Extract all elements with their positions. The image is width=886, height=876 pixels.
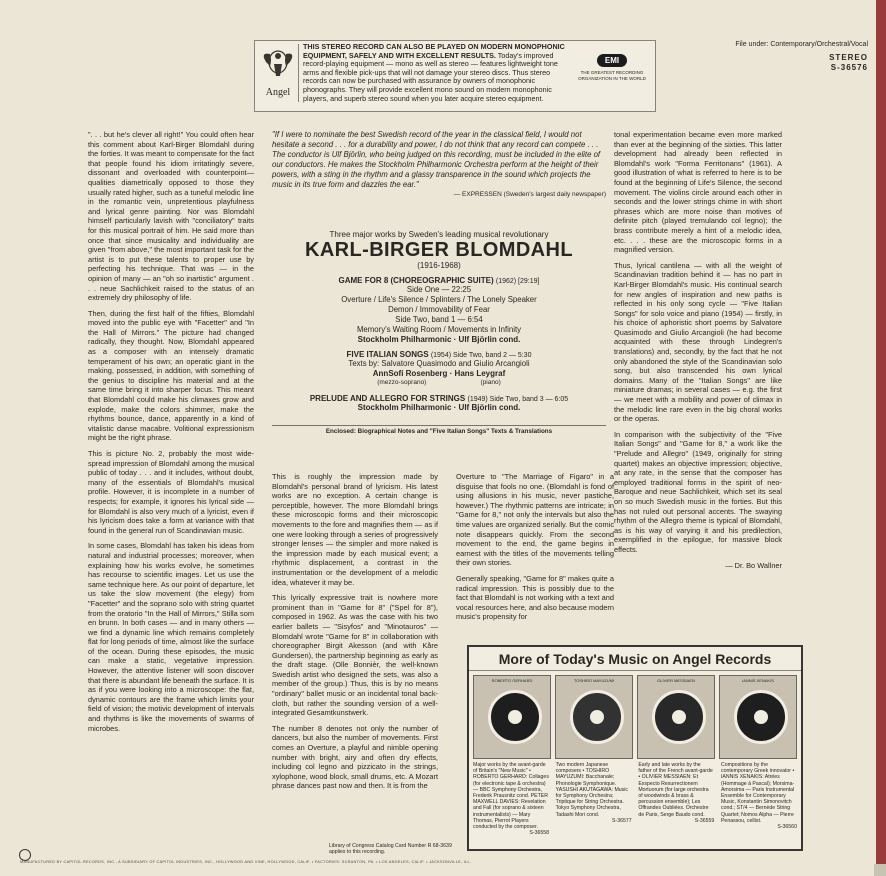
- more-records-box: [467, 645, 803, 851]
- disc-icon: [652, 690, 706, 744]
- stereo-notice: [303, 43, 571, 103]
- liner-paragraph: Then, during the first half of the fifties, Blomdahl moved into the public eye with "Facetter" and "In the Hall of Mirrors." The picture had changed radically, they thought. Now, Blomdahl appeared as a composer with an intensely dramatic temperament of his own; an operatic giant in the making, possessed, in addition, with something of the genius to discipline his material and at the same time bring it into sharper focus. This meant that Blomdahl could make his climaxes grow and explode, make the colors shimmer, make the rhythms bounce, dance, apparently in a kind of vitalistic danse macabre. Volitional expressionism might be the right phrase.: [88, 308, 254, 443]
- more-records-heading: More of Today's Music on Angel Records: [469, 647, 801, 671]
- enclosed-note: Enclosed: Biographical Notes and "Five Italian Songs" Texts & Translations: [272, 425, 606, 435]
- composer-dates: (1916-1968): [417, 261, 461, 270]
- emi-tagline: THE GREATEST RECORDING ORGANIZATION IN THE WORLD: [578, 70, 646, 81]
- sleeve-edge: [876, 0, 886, 876]
- performers: Stockholm Philharmonic · Ulf Björlin cond.: [357, 335, 521, 344]
- angel-emblem-icon: [258, 44, 298, 84]
- album-catalog: S-36560: [777, 824, 797, 831]
- work-title: GAME FOR 8 (CHOREOGRAPHIC SUITE) (1962) [29:19]: [338, 276, 540, 285]
- album-cover-title: TOSHIRO MAYUZUMI: [573, 678, 615, 683]
- performer-roles: (mezzo-soprano) (piano): [377, 379, 501, 386]
- album-catalog: S-36559: [694, 817, 715, 824]
- performers: AnnSofi Rosenberg · Hans Leygraf: [372, 369, 506, 378]
- liner-paragraph: In comparison with the subjectivity of the "Five Italian Songs" and "Game for 8," a work like the "Prelude and Allegro" (1949, originally for string quartet) makes an objective impression; objective, at any rate, in the sense that the composer has employed traditional forms in the spirit of neo-Baroque and neue Sachlichkeit, which set its seal on so much Swedish music in the forties. But this has not ruled out personal accents. The swaying rhythm of the Allegro theme is typical of Blomdahl, as is his way of varying it and his predilection, exemplified in the epilogue, for massive block effects.: [614, 429, 782, 554]
- performers: Stockholm Philharmonic · Ulf Björlin cond.: [357, 403, 521, 412]
- liner-paragraph: ". . . but he's clever all right!" You could often hear this comment about Karl-Birger Blomdahl during the forties. It was meant to compensate for the fact that people found his idiom irritatingly severe, dissonant and overloaded with counterpoint—qualities diametrically opposed to those they usually rated higher, such as a tuneful melodic line in the romantic vein, unpretentious playfulness and lyrical genre painting. Nor was Blomdahl himself particularly lavish with "conciliatory" traits for this musical portrait of him. He said more than once that since musicality and individuality are given "from above," the most important task for the artist is to put these talents to proper use by perfecting his technique. That was — in the opinion of many — an "oh so inartistic" argument . . . neue Sachlichkeit raised to the status of an extremely dry philosophy of life.: [88, 130, 254, 303]
- liner-paragraph: This is roughly the impression made by Blomdahl's personal brand of lyricism. His latest works are no exception. A certain change is perceptible, however. The more Blomdahl brings these microscopic forms and their microscopic movements to the fore and magnifies them — as if one were looking through a series of progressively stronger lenses — the simpler and more naked is the impression made by each musical event; a rhythmic displacement, a contrast in the instrumentation or the development of a melodic idea, whatever it may be.: [272, 472, 438, 587]
- movements: Overture / Life's Silence / Splinters / The Lonely Speaker: [341, 295, 537, 304]
- liner-notes-column-3: [614, 130, 782, 576]
- file-under-label: File under: Contemporary/Orchestral/Vocal: [735, 41, 868, 48]
- liner-notes-column-1: [88, 130, 254, 739]
- emi-logo: [577, 50, 647, 81]
- album-caption: Two modern Japanese composers • TOSHIRO MAYUZUMI: Bacchanale; Phonologie Symphonique. YASUSHI AKUTAGAWA: Music for Symphony Orchestra; Triptique for String Orchestra. Tokyo Symphony Orchestra, Tadashi Mori cond. S-36577: [555, 762, 632, 824]
- liner-paragraph: In some cases, Blomdahl has taken his ideas from natural and industrial processes; moreover, when explaining how his works evolve, he sometimes has recourse to scientific images. Let us use the same technique here. As our point of departure, let us take the slow movement (the elegy) from "Facetter" and the soprano solo with string quartet from the oratorio "In the Hall of Mirrors," Stilla som en brunn. In both cases — and in many others — we find a dynamic line which remains completely flat for long periods of time, almost like the surface of the ocean. During these episodes, the music can make a static, vegetative impression. However, the attentive listener will soon discover that there is abundant life beneath the surface. It is as if you were looking into a microscope: the flat, dynamic contours are the frame which limits your field of vision; the motivic development of intervals and rhythms is like the movements of swarms of microbes.: [88, 541, 254, 733]
- corner-sticker: [874, 864, 886, 876]
- movements: Memory's Waiting Room / Movements in Infinity: [356, 325, 522, 334]
- work-title: PRELUDE AND ALLEGRO FOR STRINGS (1949) Side Two, band 3 — 6:05: [309, 394, 569, 403]
- album-cover: [555, 675, 633, 759]
- author-signature: — Dr. Bo Wallner: [725, 560, 782, 570]
- disc-icon: [488, 690, 542, 744]
- liner-notes-column-2a: [272, 472, 438, 797]
- side-info: Side One — 22:25: [406, 285, 472, 294]
- emi-badge: EMI: [597, 54, 627, 67]
- stereo-catalog: [760, 53, 868, 73]
- album-cover: [719, 675, 797, 759]
- angel-logo: [258, 44, 299, 102]
- movements: Demon / Immovability of Fear: [388, 305, 490, 314]
- liner-paragraph: This lyrically expressive trait is nowhere more prominent than in "Game for 8" ("Spel för 8"), composed in 1962. As was the case with his two earlier ballets — "Sisyfos" and "Minotauros" — Blomdahl wrote "Game for 8" in collaboration with choreographer Birgit Akesson (and with Kåre Gundersen), the partnership beginning as early as the draft stage. (Olle Bonnièr, the well-known Swedish artist who designed the sets, was also a member of the group.) Thus, this is by no means "ordinary" ballet music or an incidental tonal back-cloth, but rather the sounding version of a well-integrated Gesamtkunstwerk.: [272, 593, 438, 718]
- angel-logo-word: Angel: [265, 87, 291, 98]
- stereo-label: STEREO: [829, 53, 868, 62]
- disc-icon: [570, 690, 624, 744]
- text-credits: Texts by: Salvatore Quasimodo and Giulio Arcangioli: [348, 359, 530, 368]
- liner-notes-column-2b: [456, 472, 614, 628]
- album-caption: Major works by the avant-garde of Britain's "New Music" • ROBERTO GERHARD: Collages (for electronic tape & orchestra) — BBC Symphony Orchestra, Frederik Prausnitz cond. PETER MAXWELL DAVIES: Revelation and Fall (for soprano & sixteen instrumentalists) — Mary Thomas, Pierrot Players conducted by the composer. S-36558: [473, 762, 549, 837]
- side-info: Side Two, band 1 — 6:54: [395, 315, 483, 324]
- program-intro: Three major works by Sweden's leading musical revolutionary: [329, 230, 549, 239]
- album-captions: [469, 759, 801, 836]
- work-title: FIVE ITALIAN SONGS (1954) Side Two, band 2 — 5:30: [346, 350, 532, 359]
- composer-name: KARL-BIRGER BLOMDAHL: [305, 239, 573, 261]
- stereo-notice-body: Today's improved record-playing equipment — mono as well as stereo — features lightweight tone arms and flexible pick-ups that will not damage your stereo discs. Thus stereo records can now be purchased with assurance by owners of monophonic phonographs. They will provide excellent mono sound on modern monophonic players, and superb stereo sound when you later acquire stereo equipment.: [303, 50, 558, 103]
- review-quote-text: "If I were to nominate the best Swedish record of the year in the classical field, I would not hesitate a second . . . for a durability and power, I do not think that any record can compete . . . The conductor is Ulf Björlin, who being judged on this recording, must be included in the elite of our conductors. He makes the Stockholm Philharmonic Orchestra perform at the height of their powers, with a sting in the rhythm and a glassy transparence in the sound which projects the music in its true form and dazzles the ear.": [272, 130, 601, 189]
- album-cover: [637, 675, 715, 759]
- disc-icon: [734, 690, 788, 744]
- liner-paragraph: The number 8 denotes not only the number of dancers, but also the number of movements. First comes an Overture, a playful and nimble opening number with bright, airy and often dry effects, including col legno and pizzicato in the strings, xylophone, wood block, small drums, etc. A Mozart phrase dances past now and then. It is from the: [272, 723, 438, 791]
- stereo-notice-lead: THIS STEREO RECORD CAN ALSO BE PLAYED ON MODERN MONOPHONIC EQUIPMENT, SAFELY AND WITH EXCELLENT RESULTS.: [303, 42, 565, 60]
- liner-paragraph: Thus, lyrical cantilena — with all the weight of Scandinavian tradition behind it — has no part in Karl-Birger Blomdahl's music. His continual search for new angles of inspiration and new paths is reflected in his only song cycle — "Five Italian Songs" for solo voice and piano (1954) — firstly, in his choice of aphoristic short poems by Salvatore Quasimodo and Giulio Arcangioli (he had become acquainted with these through Lindegren's translations) and, secondly, by the fact that he not only abandoned the style of the Scandinavian solo song, but also transcended his own lyrical domains. Many of the "Italian Songs" are like miniature dramas; in several cases — e.g. the first — we meet with a mobility and power of climax in the melodic line rare even in the big choral works or the operas.: [614, 260, 782, 424]
- album-cover-title: ROBERTO GERHARD: [491, 678, 533, 683]
- album-caption: Compositions by the contemporary Greek innovator • IANNIS XENAKIS: Atrées (Hommage à Pascal); Morsima-Amorsima — Paris Instrumental Ensemble for Contemporary Music, Konstantin Simonovitch cond.; ST/4 — Bernède String Quartet; Nomos Alpha — Pierre Penassou, cellist. S-36560: [720, 762, 797, 831]
- liner-paragraph: Overture to "The Marriage of Figaro" in a disguise that fools no one. (Blomdahl is fond of using allusions in his music, never pastiche, however.) The rhythmic patterns are intricate; in "Game for 8," not only the intervals but also the time values are organized serially. But the comic note disappears quickly. From the second movement to the end, the game begins in earnest with the titles of the movements telling their own stories.: [456, 472, 615, 568]
- album-covers: [469, 671, 801, 759]
- album-catalog: S-36577: [612, 817, 632, 824]
- album-cover-title: OLIVIER MESSIAEN: [657, 678, 695, 683]
- review-quote-source: — EXPRESSEN (Sweden's largest daily newspaper): [453, 191, 606, 198]
- program-listing: [272, 230, 606, 412]
- manufacturer-footer: MANUFACTURED BY CAPITOL RECORDS, INC., A SUBSIDIARY OF CAPITOL INDUSTRIES, INC., HOLLYWOOD AND VINE, HOLLYWOOD, CALIF. • FACTORIES: SCRANTON, PA. • LOS ANGELES, CALIF. • JACKSONVILLE, ILL.: [20, 860, 472, 864]
- album-cover-title: IANNIS XENAKIS: [742, 678, 774, 683]
- review-quote: [272, 130, 606, 200]
- album-caption: Early and late works by the father of the French avant-garde • OLIVIER MESSIAEN: Et Exspecto Resurrectionem Mortuorum (for large orchestra of woodwinds & brass & percussion ensemble); Les Offrandes Oubliées. Orchestre de Paris, Serge Baudo cond. S-36559: [638, 762, 715, 824]
- liner-paragraph: Generally speaking, "Game for 8" makes quite a radical impression. This is possibly due to the fact that Blomdahl is not working with a text and vocal resources here, and also because modern music's propensity for: [456, 573, 614, 622]
- album-cover: [473, 675, 551, 759]
- liner-paragraph: This is picture No. 2, probably the most wide-spread impression of Blomdahl among the musical public of today . . . and it includes, without doubt, many of the essentials of Blomdahl's musical profile. However, it is incomplete in a number of respects; for example, it ignores his lyrical side — for Blomdahl is also very much of a lyricist, even if his lyricism does take a form at variance with that found in the general run of Scandinavian music.: [88, 449, 254, 535]
- library-of-congress-note: Library of Congress Catalog Card Number R 68-3639 applies to this recording.: [329, 843, 452, 855]
- liner-paragraph: tonal experimentation became even more marked than ever at the beginning of the sixties. This latter development had already been reflected in Blomdahl's work "Forma Ferritonans" (1961). A good illustration of what is referred to here is to be found at the beginning of Life's Silence, the second movement. The violins circle around each other in seconds and the lower strings chime in with short phrases which are more noise than motives of definite pitch (played tremulando col legno); the brass contribute merely a hint of a melodic idea, etc. . . . these are the microscopic forms in a magnified version.: [614, 130, 782, 255]
- album-catalog: S-36558: [529, 830, 549, 837]
- catalog-number: S-36576: [830, 63, 868, 72]
